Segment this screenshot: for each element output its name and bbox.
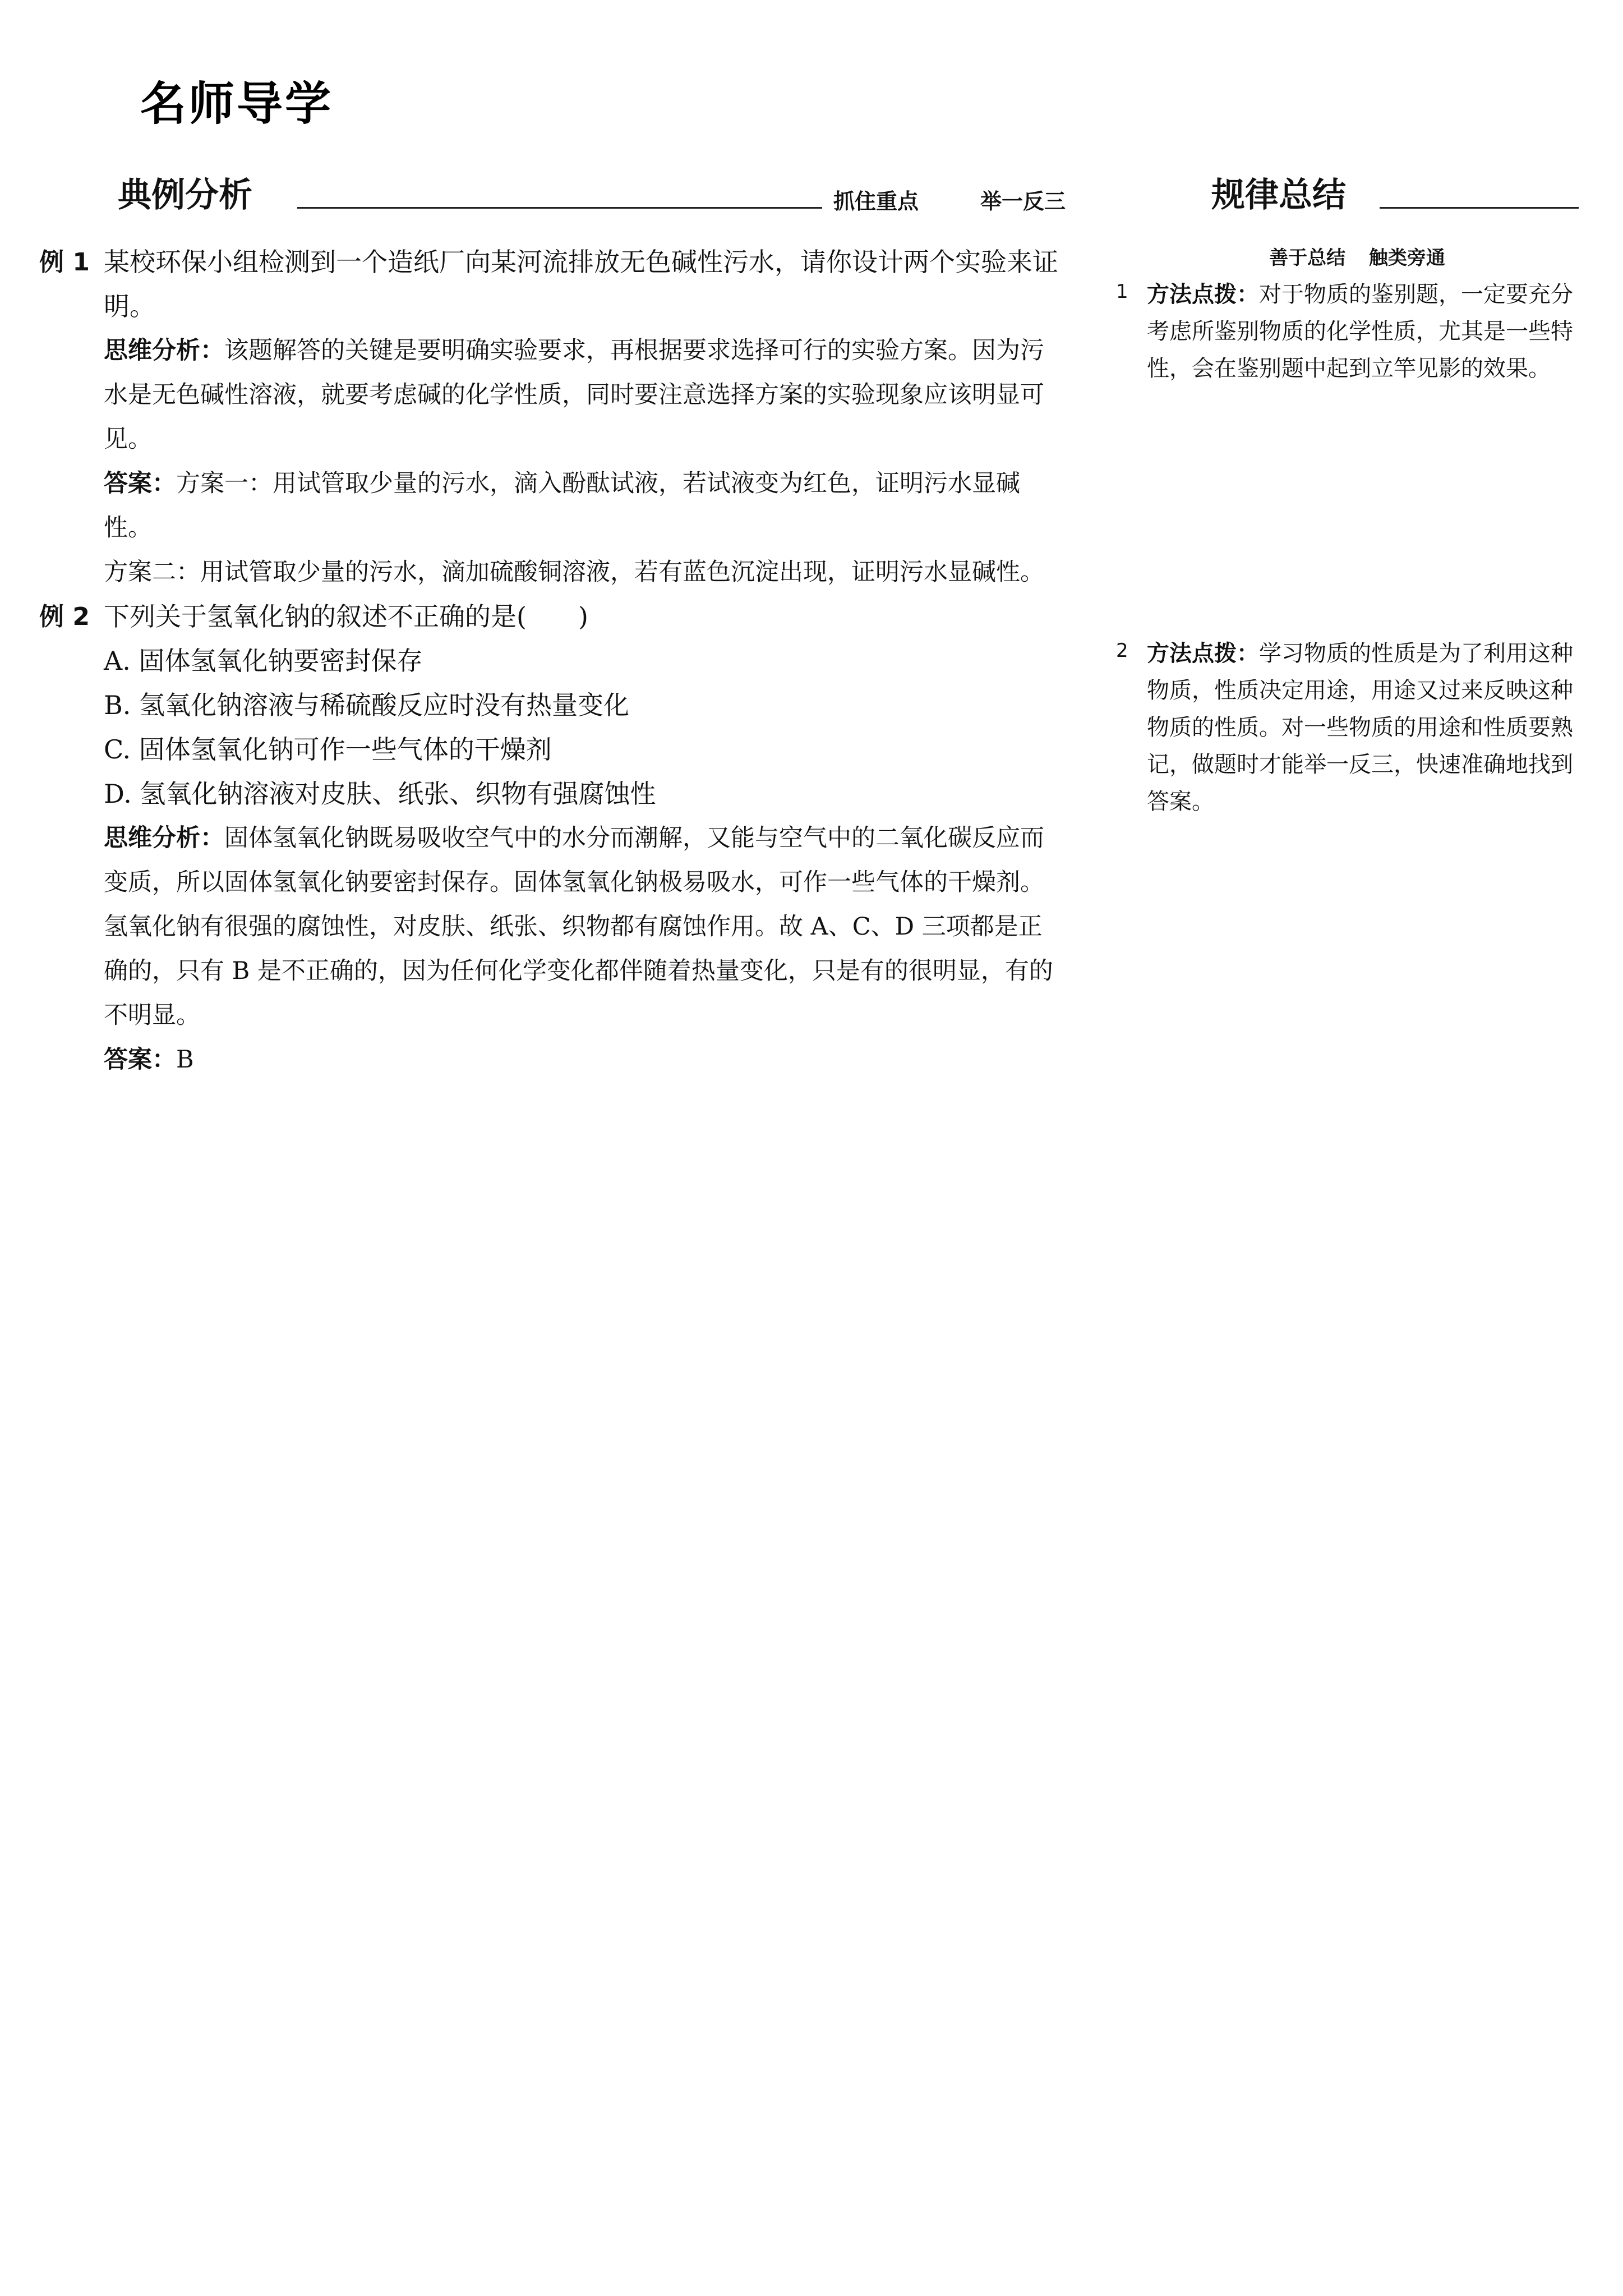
method-tip-2: [1116, 635, 1581, 820]
option-d: D. 氢氧化钠溶液对皮肤、纸张、织物有强腐蚀性: [104, 779, 656, 809]
header-rule: [297, 207, 822, 209]
option-c: C. 固体氢氧化钠可作一些气体的干燥剂: [104, 734, 552, 765]
example-1: [39, 240, 1066, 595]
answer-text: B: [176, 1046, 194, 1074]
tip-text: 对于物质的鉴别题，一定要充分考虑所鉴别物质的化学性质，尤其是一些特性，会在鉴别题中起到立竿见影的效果。: [1147, 282, 1573, 381]
example-question: 某校环保小组检测到一个造纸厂向某河流排放无色碱性污水，请你设计两个实验来证明。: [104, 247, 1058, 321]
summary-section-subtitle: 善于总结 触类旁通: [1269, 247, 1445, 269]
example-2: [39, 595, 1066, 1082]
option-b: B. 氢氧化钠溶液与稀硫酸反应时没有热量变化: [104, 690, 630, 720]
analysis-paragraph: [104, 816, 1066, 1038]
answer-label: 答案：: [104, 470, 176, 498]
section-tagline-1: 抓住重点: [833, 189, 919, 214]
answer-text: 方案一：用试管取少量的污水，滴入酚酞试液，若试液变为红色，证明污水显碱性。: [104, 470, 1020, 542]
summary-section-header: [1211, 176, 1579, 215]
analysis-label: 思维分析：: [104, 824, 224, 852]
section-tagline-2: 举一反三: [980, 189, 1066, 214]
tip-label: 方法点拨：: [1147, 641, 1259, 666]
answer-paragraph: [104, 462, 1066, 550]
summary-section-title: 规律总结: [1211, 176, 1346, 215]
analysis-label: 思维分析：: [104, 337, 224, 365]
answer-label: 答案：: [104, 1046, 176, 1074]
examples-section-title: 典例分析: [118, 176, 252, 215]
examples-column: [39, 240, 1066, 1082]
tip-text: 学习物质的性质是为了利用这种物质，性质决定用途，用途又过来反映这种物质的性质。对一些物质的用途和性质要熟记，做题时才能举一反三，快速准确地找到答案。: [1147, 641, 1573, 815]
tip-number: 1: [1116, 280, 1128, 303]
example-label: 例 2: [39, 602, 90, 631]
analysis-text: 该题解答的关键是要明确实验要求，再根据要求选择可行的实验方案。因为污水是无色碱性溶液，就要考虑碱的化学性质，同时要注意选择方案的实验现象应该明显可见。: [104, 337, 1044, 453]
analysis-paragraph: [104, 329, 1066, 462]
analysis-text: 固体氢氧化钠既易吸收空气中的水分而潮解，又能与空气中的二氧化碳反应而变质，所以固体氢氧化钠要密封保存。固体氢氧化钠极易吸水，可作一些气体的干燥剂。氢氧化钠有很强的腐蚀性，对皮肤、纸张、织物都有腐蚀作用。故 A、C、D 三项都是正确的，只有 B 是不正确的，因为任何化学变化都伴随着热量变化，只是有的很明显，有的不明显。: [104, 824, 1053, 1029]
examples-section-header: [118, 176, 1066, 215]
page-title: 名师导学: [140, 77, 334, 131]
answer-paragraph: [104, 1038, 1066, 1082]
header-rule: [1380, 207, 1579, 209]
method-tip-1: [1116, 276, 1581, 387]
answer-paragraph-2: 方案二：用试管取少量的污水，滴加硫酸铜溶液，若有蓝色沉淀出现，证明污水显碱性。: [104, 558, 1044, 586]
example-question: 下列关于氢氧化钠的叙述不正确的是( ): [104, 601, 588, 632]
example-label: 例 1: [39, 248, 90, 277]
tip-label: 方法点拨：: [1147, 282, 1259, 307]
tip-number: 2: [1116, 639, 1128, 662]
option-a: A. 固体氢氧化钠要密封保存: [104, 646, 423, 676]
